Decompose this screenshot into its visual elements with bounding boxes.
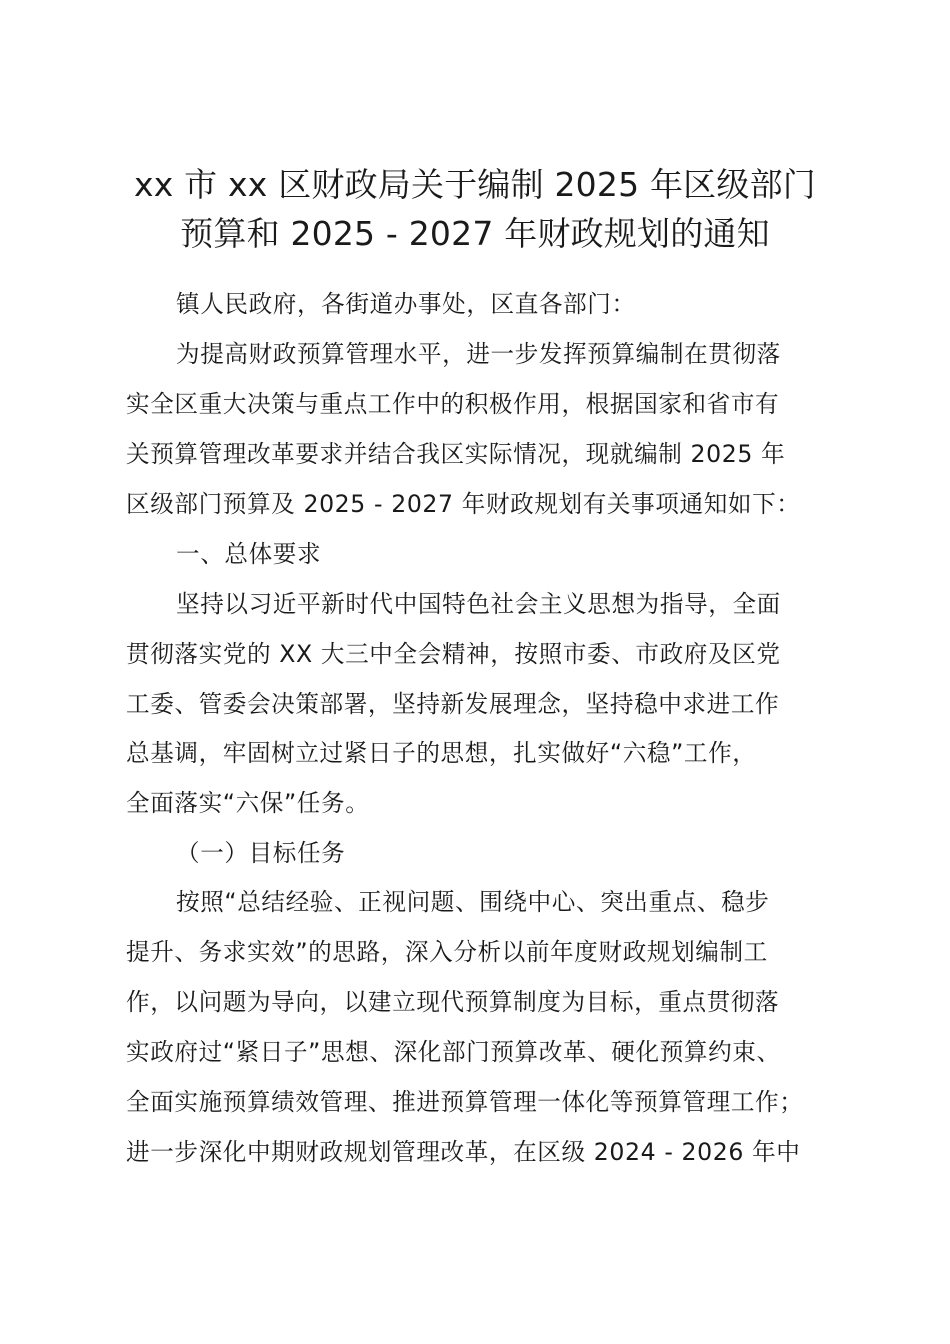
subsection1-line-1: 按照“总结经验、正视问题、围绕中心、突出重点、稳步	[176, 888, 770, 916]
subsection1-line-2: 提升、务求实效”的思路，深入分析以前年度财政规划编制工	[126, 938, 768, 966]
salutation: 镇人民政府，各街道办事处，区直各部门：	[176, 290, 636, 318]
section-heading-general-requirements: 一、总体要求	[176, 540, 322, 568]
section1-line-2: 贯彻落实党的 XX 大三中全会精神，按照市委、市政府及区党	[126, 640, 781, 668]
subsection1-line-5: 全面实施预算绩效管理、推进预算管理一体化等预算管理工作；	[126, 1088, 804, 1116]
document-title-line-2: 预算和 2025 - 2027 年财政规划的通知	[180, 214, 770, 253]
section1-line-4: 总基调，牢固树立过紧日子的思想，扎实做好“六稳”工作，	[126, 739, 757, 767]
subsection1-line-6: 进一步深化中期财政规划管理改革，在区级 2024 - 2026 年中	[126, 1138, 801, 1166]
intro-line-1: 为提高财政预算管理水平，进一步发挥预算编制在贯彻落	[176, 340, 781, 368]
section1-line-5: 全面落实“六保”任务。	[126, 789, 370, 817]
document-title-line-1: xx 市 xx 区财政局关于编制 2025 年区级部门	[134, 165, 816, 204]
subsection-heading-goals: （一）目标任务	[176, 839, 346, 867]
subsection1-line-4: 实政府过“紧日子”思想、深化部门预算改革、硬化预算约束、	[126, 1038, 781, 1066]
section1-line-1: 坚持以习近平新时代中国特色社会主义思想为指导，全面	[176, 590, 781, 618]
intro-line-3: 关预算管理改革要求并结合我区实际情况，现就编制 2025 年	[126, 440, 786, 468]
subsection1-line-3: 作，以问题为导向，以建立现代预算制度为目标，重点贯彻落	[126, 988, 780, 1016]
intro-line-2: 实全区重大决策与重点工作中的积极作用，根据国家和省市有	[126, 390, 780, 418]
intro-line-4: 区级部门预算及 2025 - 2027 年财政规划有关事项通知如下：	[126, 490, 801, 518]
section1-line-3: 工委、管委会决策部署，坚持新发展理念，坚持稳中求进工作	[126, 690, 780, 718]
